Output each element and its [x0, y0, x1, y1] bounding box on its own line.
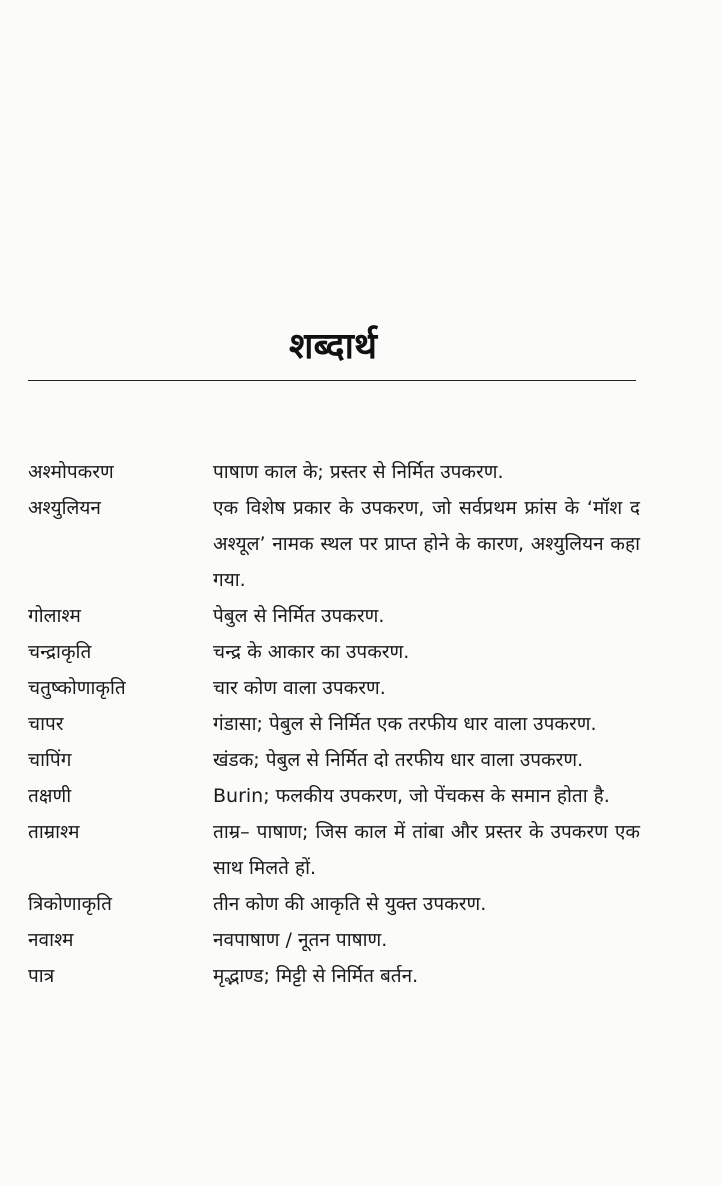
glossary-entry: [28, 490, 640, 598]
glossary-definition: पेबुल से निर्मित उपकरण.: [213, 605, 385, 627]
title-divider: [28, 380, 636, 381]
glossary-entry: [28, 922, 640, 958]
glossary-entry: [28, 814, 640, 886]
glossary-entry: [28, 670, 640, 706]
glossary-term: चन्द्राकृति: [28, 641, 92, 663]
glossary-term: त्रिकोणाकृति: [28, 893, 112, 915]
glossary-term: चापर: [28, 713, 64, 735]
glossary-entry: [28, 706, 640, 742]
glossary-term: चतुष्कोणाकृति: [28, 677, 126, 699]
glossary-term: पात्र: [28, 965, 55, 987]
glossary-term: नवाश्म: [28, 929, 74, 951]
glossary-entry: [28, 598, 640, 634]
glossary-term: गोलाश्म: [28, 605, 81, 627]
glossary-definition: Burin; फलकीय उपकरण, जो पेंचकस के समान होता है.: [213, 785, 610, 807]
glossary-term: अश्युलियन: [28, 497, 101, 519]
glossary-entry: [28, 742, 640, 778]
glossary-term: ताम्राश्म: [28, 821, 80, 843]
page-title: शब्दार्थ: [289, 326, 377, 367]
glossary-list: [28, 454, 640, 994]
glossary-entry: [28, 454, 640, 490]
glossary-entry: [28, 778, 640, 814]
glossary-term: तक्षणी: [28, 785, 72, 807]
glossary-definition: ताम्र– पाषाण; जिस काल में तांबा और प्रस्तर के उपकरण एक साथ मिलते हों.: [213, 821, 640, 879]
glossary-definition: चार कोण वाला उपकरण.: [213, 677, 386, 699]
glossary-definition: पाषाण काल के; प्रस्तर से निर्मित उपकरण.: [213, 461, 504, 483]
glossary-definition: खंडक; पेबुल से निर्मित दो तरफीय धार वाला उपकरण.: [213, 749, 584, 771]
glossary-definition: एक विशेष प्रकार के उपकरण, जो सर्वप्रथम फ्रांस के ‘मॉश द अश्यूल’ नामक स्थल पर प्राप्त होने के कारण, अश्युलियन कहा गया.: [213, 497, 640, 591]
glossary-term: चापिंग: [28, 749, 72, 771]
glossary-entry: [28, 634, 640, 670]
glossary-entry: [28, 958, 640, 994]
glossary-term: अश्मोपकरण: [28, 461, 114, 483]
glossary-definition: गंडासा; पेबुल से निर्मित एक तरफीय धार वाला उपकरण.: [213, 713, 597, 735]
glossary-definition: नवपाषाण / नूतन पाषाण.: [213, 929, 388, 951]
glossary-definition: चन्द्र के आकार का उपकरण.: [213, 641, 410, 663]
glossary-definition: तीन कोण की आकृति से युक्त उपकरण.: [213, 893, 487, 915]
glossary-definition: मृद्भाण्ड; मिट्टी से निर्मित बर्तन.: [213, 965, 419, 987]
glossary-entry: [28, 886, 640, 922]
